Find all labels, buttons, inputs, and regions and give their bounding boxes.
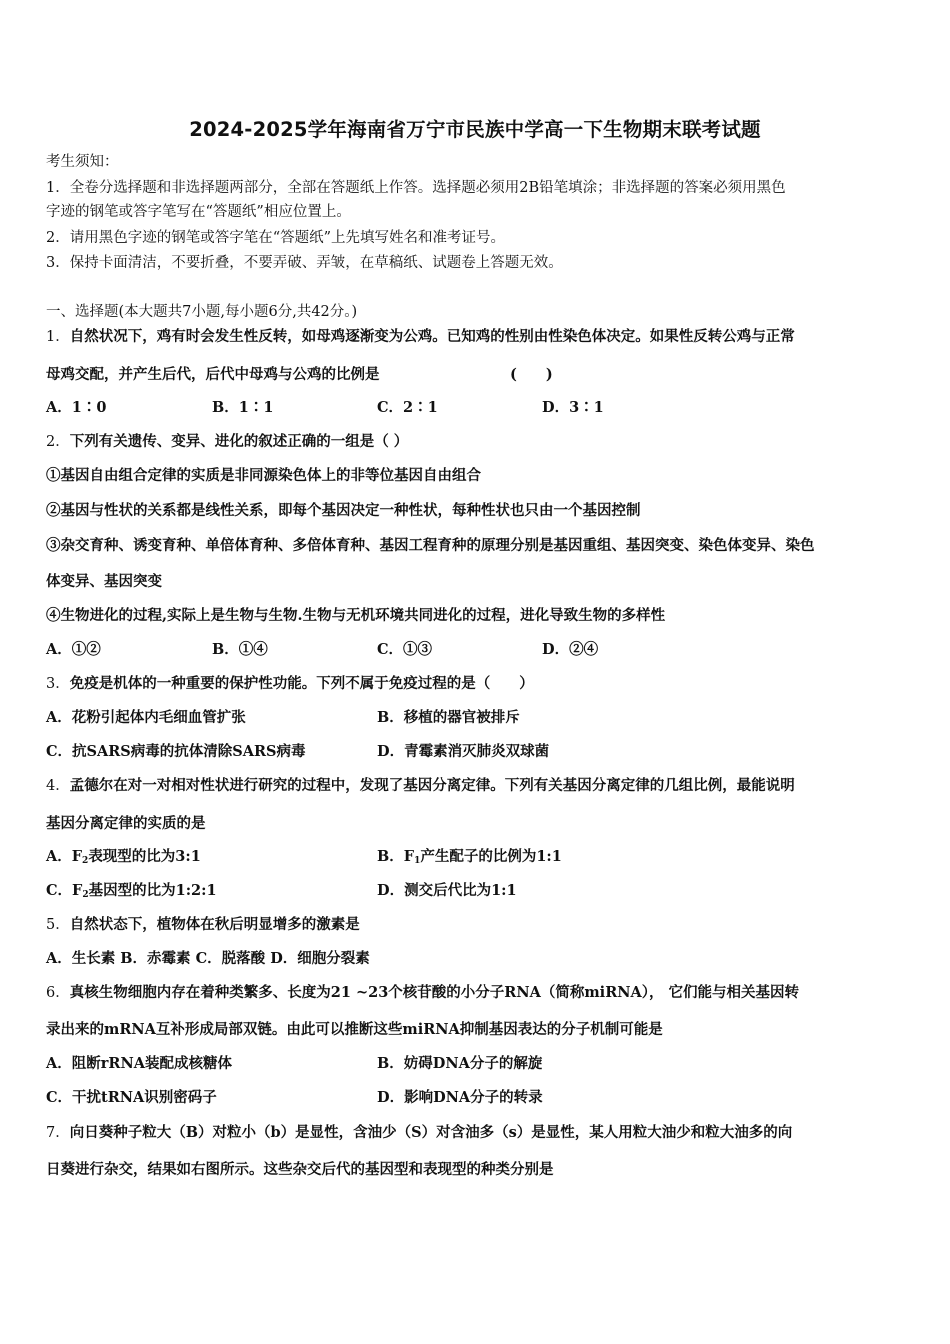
question-3-option-a[interactable]: A．花粉引起体内毛细血管扩张 [46, 709, 246, 726]
question-1-option-a[interactable]: A．1∶0 [46, 399, 107, 416]
question-2-option-d[interactable]: D．②④ [542, 641, 599, 658]
question-3-option-b[interactable]: B．移植的器官被排斥 [377, 709, 520, 726]
question-6-option-a[interactable]: A．阻断rRNA装配成核糖体 [46, 1055, 232, 1072]
question-2-option-a[interactable]: A．①② [46, 641, 101, 658]
question-2-statement-3-line-1: ③杂交育种、诱变育种、单倍体育种、多倍体育种、基因工程育种的原理分别是基因重组、基因突变、染色体变异、染色 [46, 537, 815, 554]
question-1-line-1: 1．自然状况下，鸡有时会发生性反转，如母鸡逐渐变为公鸡。已知鸡的性别由性染色体决定。如果性反转公鸡与正常 [46, 328, 795, 345]
question-4-option-a[interactable]: A．$F_2$表现型的比为3:1 [46, 848, 201, 866]
question-6-option-b[interactable]: B．妨碍DNA分子的解旋 [377, 1055, 543, 1072]
question-number: 4． [46, 778, 70, 794]
question-number: 7． [46, 1125, 70, 1141]
question-7-line-1: 7．向日葵种子粒大（B）对粒小（b）是显性，含油少（S）对含油多（s）是显性，某人用粒大油少和粒大油多的向 [46, 1124, 793, 1141]
question-5-stem: 5．自然状态下，植物体在秋后明显增多的激素是 [46, 916, 360, 933]
question-2-statement-4: ④生物进化的过程,实际上是生物与生物.生物与无机环境共同进化的过程，进化导致生物的多样性 [46, 607, 666, 624]
notice-item-2: 2．请用黑色字迹的钢笔或答字笔在“答题纸”上先填写姓名和准考证号。 [46, 230, 506, 246]
question-1-option-c[interactable]: C．2∶1 [377, 399, 438, 416]
question-4-option-c[interactable]: C．$F_2$基因型的比为1:2:1 [46, 882, 217, 900]
question-2-stem: 2．下列有关遗传、变异、进化的叙述正确的一组是（ ） [46, 433, 409, 450]
question-2-statement-2: ②基因与性状的关系都是线性关系，即每个基因决定一种性状，每种性状也只由一个基因控制 [46, 502, 641, 519]
question-number: 3． [46, 676, 70, 692]
question-2-option-c[interactable]: C．①③ [377, 641, 433, 658]
question-4-option-d[interactable]: D．测交后代比为1:1 [377, 882, 517, 899]
question-number: 5． [46, 917, 70, 933]
question-2-statement-3-line-2: 体变异、基因突变 [46, 573, 162, 590]
question-7-line-2: 日葵进行杂交，结果如右图所示。这些杂交后代的基因型和表现型的种类分别是 [46, 1161, 554, 1178]
question-3-option-d[interactable]: D．青霉素消灭肺炎双球菌 [377, 743, 550, 760]
question-1-line-2: 母鸡交配，并产生后代，后代中母鸡与公鸡的比例是 [46, 366, 380, 383]
question-number: 6． [46, 985, 70, 1001]
question-3-stem: 3．免疫是机体的一种重要的保护性功能。下列不属于免疫过程的是（ ） [46, 675, 534, 692]
question-4-option-b[interactable]: B．$F_1$产生配子的比例为1:1 [377, 848, 562, 866]
question-number: 1． [46, 329, 70, 345]
notice-item-3: 3．保持卡面清洁，不要折叠，不要弄破、弄皱，在草稿纸、试题卷上答题无效。 [46, 255, 563, 271]
question-4-line-1: 4．孟德尔在对一对相对性状进行研究的过程中，发现了基因分离定律。下列有关基因分离定律的几组比例，最能说明 [46, 777, 795, 794]
question-3-option-c[interactable]: C．抗SARS病毒的抗体清除SARS病毒 [46, 743, 306, 760]
question-6-line-2: 录出来的mRNA互补形成局部双链。由此可以推断这些miRNA抑制基因表达的分子机制可能是 [46, 1021, 663, 1038]
question-6-option-c[interactable]: C．干扰tRNA识别密码子 [46, 1089, 217, 1106]
question-2-option-b[interactable]: B．①④ [212, 641, 268, 658]
answer-parenthesis: ( ) [510, 366, 553, 383]
notice-item-1-line-2: 字迹的钢笔或答字笔写在“答题纸”相应位置上。 [46, 204, 351, 220]
question-6-line-1: 6．真核生物细胞内存在着种类繁多、长度为21 ~23个核苷酸的小分子RNA（简称miRNA）， 它们能与相关基因转 [46, 984, 800, 1001]
question-number: 2． [46, 434, 70, 450]
question-5-options[interactable]: A．生长素 B．赤霉素 C．脱落酸 D．细胞分裂素 [46, 950, 370, 967]
page-title: 2024-2025学年海南省万宁市民族中学高一下生物期末联考试题 [189, 118, 761, 141]
notice-item-1-line-1: 1．全卷分选择题和非选择题两部分，全部在答题纸上作答。选择题必须用2B铅笔填涂；非选择题的答案必须用黑色 [46, 180, 786, 196]
notice-heading: 考生须知： [46, 154, 119, 170]
question-1-option-d[interactable]: D．3∶1 [542, 399, 604, 416]
section-heading: 一、选择题(本大题共7小题,每小题6分,共42分。) [46, 304, 358, 320]
question-4-line-2: 基因分离定律的实质的是 [46, 815, 206, 832]
question-2-statement-1: ①基因自由组合定律的实质是非同源染色体上的非等位基因自由组合 [46, 467, 481, 484]
question-6-option-d[interactable]: D．影响DNA分子的转录 [377, 1089, 543, 1106]
question-1-option-b[interactable]: B．1∶1 [212, 399, 274, 416]
